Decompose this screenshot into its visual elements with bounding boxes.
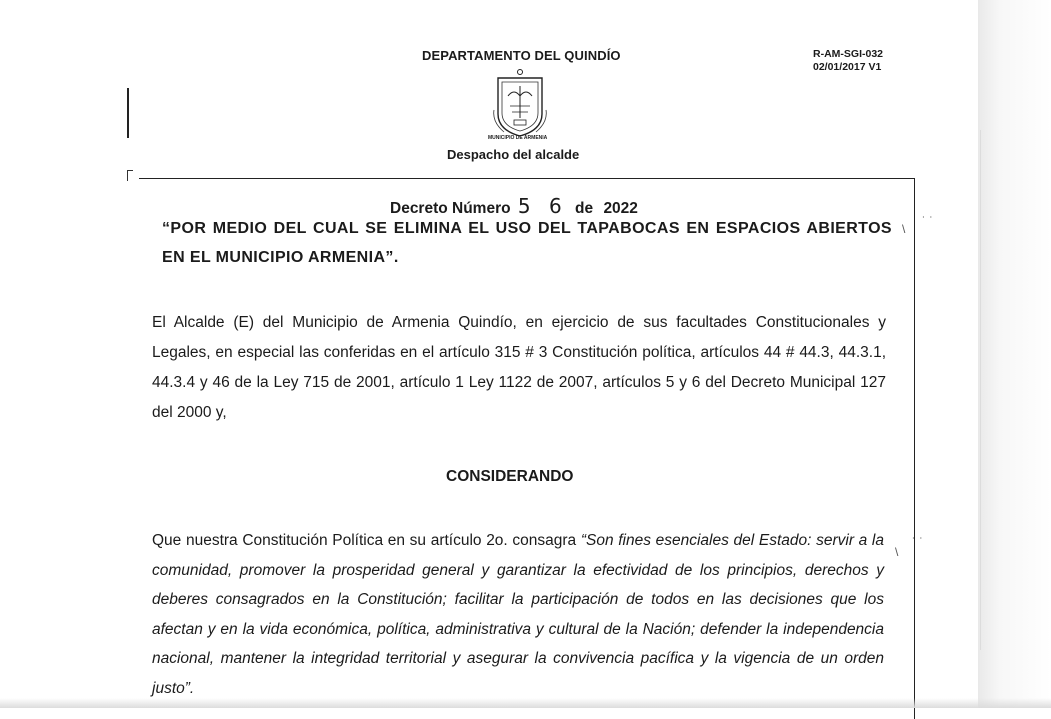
scan-edge-line bbox=[980, 130, 1021, 650]
document-code-date: 02/01/2017 V1 bbox=[813, 61, 882, 73]
document-code-id: R-AM-SGI-032 bbox=[813, 48, 884, 60]
corner-mark bbox=[127, 170, 133, 181]
decree-year: 2022 bbox=[603, 200, 638, 217]
decree-connector: de bbox=[575, 200, 594, 217]
margin-mark bbox=[127, 88, 129, 138]
scan-artifact: ˙ ˙ bbox=[922, 214, 934, 228]
paragraph-lead: Que nuestra Constitución Política en su artículo 2o. consagra bbox=[152, 532, 581, 549]
scan-artifact: \ bbox=[895, 545, 899, 559]
municipal-seal-icon bbox=[490, 66, 554, 146]
scan-bottom-shadow bbox=[0, 698, 1051, 708]
decree-label: Decreto Número bbox=[390, 200, 511, 217]
department-title: DEPARTAMENTO DEL QUINDÍO bbox=[422, 48, 621, 63]
intro-paragraph: El Alcalde (E) del Municipio de Armenia Quindío, en ejercicio de sus facultades Constitucionales y Legales, en especial las conferidas en el artículo 315 # 3 Constitución política, artículos 44 # 44.3, 44.3.1, 44.3.4 y 46 de la Ley 715 de 2001, artículo 1 Ley 1122 de 2007, artículos 5 y 6 del Decreto Municipal 127 del 2000 y, bbox=[152, 314, 886, 421]
considerando-paragraph bbox=[152, 526, 884, 703]
decree-title: “POR MEDIO DEL CUAL SE ELIMINA EL USO DEL TAPABOCAS EN ESPACIOS ABIERTOS EN EL MUNICIPIO ARMENIA”. bbox=[162, 220, 892, 266]
seal-caption: MUNICIPIO DE ARMENIA bbox=[488, 135, 548, 141]
document-code bbox=[813, 48, 883, 74]
scan-artifact: \ bbox=[902, 222, 906, 236]
scan-artifact: ˙ ˙ bbox=[912, 535, 924, 549]
section-heading: CONSIDERANDO bbox=[446, 468, 574, 485]
decree-number: 5 6 bbox=[517, 194, 568, 218]
constitution-quote: “Son fines esenciales del Estado: servir a la comunidad, promover la prosperidad general y garantizar la efectividad de los principios, derechos y deberes consagrados en la Constitución; facilitar la participación de todos en las decisiones que los afectan y en la vida económica, política, administrativa y cultural de la Nación; defender la independencia nacional, mantener la integridad territorial y asegurar la convivencia pacífica y la vigencia de un orden justo”. bbox=[152, 532, 884, 697]
office-subtitle: Despacho del alcalde bbox=[447, 147, 580, 162]
